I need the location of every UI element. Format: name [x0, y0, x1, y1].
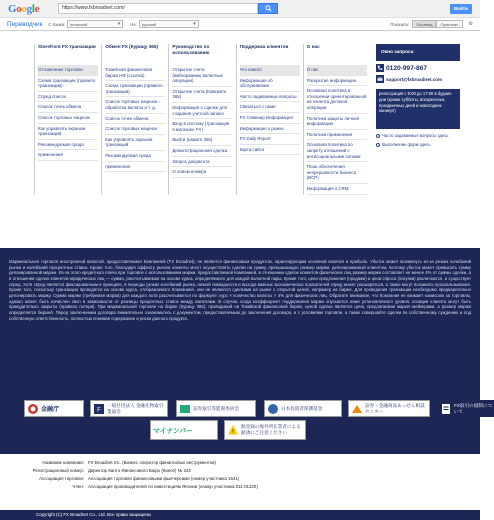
translation-button[interactable]: Перевод [412, 20, 436, 28]
mynumber-badge[interactable] [150, 420, 218, 440]
nav-link[interactable]: Список торговых наценок [105, 124, 165, 135]
mynumber-label: マイナンバー [153, 428, 193, 435]
email-row[interactable] [376, 75, 460, 83]
nav-link[interactable]: FX Семинар Информация [240, 113, 300, 124]
fsa-badge[interactable] [24, 400, 84, 417]
nav-link[interactable]: Информация о CRM [307, 184, 367, 195]
member-label: Член: [72, 484, 84, 489]
member-value: Ассоциация производителей по инвестициям Японии (номер участника 011-01220) [88, 484, 258, 489]
nav-column-heading[interactable]: Руководство по использованию [172, 44, 210, 55]
fsa-logo-icon [27, 403, 39, 415]
contact-panel [376, 44, 460, 147]
nav-link[interactable]: Политика применения [307, 130, 367, 141]
nav-link[interactable]: План обеспечения непрерывности бизнеса (BCP) [307, 162, 367, 184]
finmac-logo-icon [351, 403, 363, 415]
company-name-value: FX Broadnet Inc. (Бизнес оператор финансовых инструментов) [88, 460, 217, 465]
nav-link[interactable]: Карта сайта [240, 145, 300, 156]
signin-button[interactable]: Войти [450, 4, 472, 14]
nav-link[interactable]: Как управлять экраном транзакций [105, 135, 165, 151]
investor-fund-icon [267, 403, 279, 415]
form-link[interactable] [376, 142, 460, 147]
risk-disclosure-section [0, 248, 492, 454]
translator-title[interactable]: Переводчик [7, 20, 43, 28]
registration-label: Регистрационный номер: [32, 468, 84, 473]
nav-link[interactable]: Вход в систему (транзакция в магазине FX) [172, 119, 232, 135]
contact-heading: Окно запроса [376, 44, 460, 61]
show-label: Показать: [390, 21, 410, 27]
nav-link[interactable]: Список точек обмена [105, 114, 165, 125]
source-language-select[interactable]: японский ▾ [67, 20, 123, 28]
google-logo[interactable]: Google [8, 2, 40, 15]
nav-link[interactable]: Основная политика по запрету отношений с антисоциальными силами [307, 140, 367, 162]
nav-link[interactable]: Список торговых наценок [38, 113, 98, 124]
nav-link[interactable]: применения [105, 162, 165, 173]
view-toggle [390, 20, 473, 28]
nav-column [236, 44, 300, 195]
target-language-select[interactable]: русский ▾ [139, 20, 199, 28]
company-footer [0, 454, 480, 520]
nav-link[interactable]: Политика защиты личной информации [307, 114, 367, 130]
bullet-icon [376, 143, 380, 147]
search-button[interactable] [258, 3, 278, 14]
faq-link-label[interactable]: Часто задаваемые вопросы здесь [382, 133, 449, 138]
nav-column-heading[interactable]: Поддержка клиентов [239, 44, 289, 49]
nav-link[interactable]: Схема транзакции (правило транзакции) [38, 76, 98, 92]
from-label: С языка: [48, 21, 66, 27]
nav-link[interactable]: Токийская финансовая биржа НФ (ссылка) [105, 65, 165, 81]
search-icon [265, 5, 272, 12]
translator-bar [0, 18, 480, 31]
investor-protection-badge[interactable] [264, 400, 342, 417]
nav-link[interactable]: Связаться с нами [240, 102, 300, 113]
gear-icon[interactable]: ⚙ [468, 21, 473, 27]
bullet-icon [376, 134, 380, 138]
to-label: На: [130, 21, 137, 27]
nav-link[interactable]: Демонстрационная сделка [172, 146, 232, 157]
nav-link[interactable]: Основная политика в отношении ориентированной на клиента деловой операции [307, 86, 367, 113]
risk-disclosure-text: Маржинальная торговля иностранной валютой, предоставляемая Компанией (FX Broadnet), не является финансовым продуктом, гарантирующим основной капитал и прибыль. Убыток может возникнуть из-за резких колебаний рынка и колебаний процентных ставок. Кроме того, благодаря эффекту рычага клиенты могут осуществлять сделки на сумму, превышающую размер маржи, депонированный клиентом, поэтому убыток может превысить сумму депонированной маржи. Из-за этого кредитного плеча при торговле с использованием маржи, предоставляемой Компанией, в отношении сделок клиентов-физических лиц размер маржи составляет не менее 4% от суммы сделки, а в отношении сделок клиентов-юридических лиц — сумма, рассчитываемая на основе курса, определяемого для каждой валютной пары. Кроме того, цена предложения (продажи) и цена спроса (покупки) различаются, и существует спред. Хотя спред является фиксированным в принципе, в периоды резких колебаний рынка, низкой ликвидности и выхода важных экономических показателей спред может расширяться, а также могут возникать проскальзывания. Кроме того, поскольку транзакции проводятся на основе курса, отображаемого Компанией, они не являются сделками на рынке с открытой ценой, например на бирже. Для проведения транзакции необходимо предварительно депонировать маржу. Сумма маржи (требуемая маржа) для каждого лота рассчитывается по формуле: курс × количество валюты × 4% для физических лиц. Обратите внимание, что Компания не взимает комиссию за торговлю, однако может быть начислен своп в зависимости от разницы процентных ставок между валютами. В случае, когда коэффициент поддержания маржи опускается ниже установленного уровня, позиции клиента могут быть принудительно закрыты (правило потери). При маржинальной торговле на бирже (Курицу 365), проводимой на Токийской финансовой бирже, ценой сделки является цена, предлагаемая маркет-мейкерами, а размер маржи определяется биржей. Перед заключением договора внимательно ознакомьтесь с документом, предоставляемым до заключения договора, и с условиями торговли, а также совершайте сделки по собственному суждению и под собственную ответственность, полностью понимая содержание и риски данного продукта. [9, 259, 471, 321]
nav-link[interactable]: Запрос документа [172, 157, 232, 168]
nav-link[interactable]: Схема транзакции (правило транзакции) [105, 81, 165, 97]
finmac-badge-label: 証券・金融商品あっせん相談センター [365, 402, 425, 414]
registration-value: Директор Канто Финансового Бюро (Кинсё) № 244 [88, 468, 191, 473]
site-navigation [34, 44, 380, 195]
unregistered-warning-label: 無登録の海外所在業者による勧誘にご注意ください [241, 424, 301, 435]
nav-link[interactable]: Список точек обмена [38, 102, 98, 113]
nav-link[interactable]: Список торговых наценок - обработка валюты и т. д. [105, 97, 165, 113]
google-toolbar [0, 0, 480, 18]
nav-link[interactable]: Как управлять экраном транзакций [38, 124, 98, 140]
fx-regulation-badge[interactable] [438, 400, 494, 417]
nav-column [101, 44, 165, 195]
nav-link[interactable]: Раскрытие информации [307, 76, 367, 87]
nav-link[interactable]: Что нового [240, 65, 300, 76]
nav-link[interactable]: Рекомендуемая среда [105, 151, 165, 162]
fx-regulation-label: FX取引の規制について [454, 402, 492, 414]
nav-column-heading[interactable]: Storefront FX транзакции [38, 44, 96, 49]
nav-link[interactable]: Информация об обслуживании [240, 76, 300, 92]
nav-link[interactable]: Спред список [38, 92, 98, 103]
nav-link[interactable]: О нас [307, 65, 367, 76]
url-input[interactable]: https://www.fxbroadnet.com/ [58, 3, 258, 14]
nav-link[interactable]: Рекомендуемая среда [38, 140, 98, 151]
nav-link[interactable]: Открытие счета (вмбзорванию валютные операции) [172, 65, 232, 87]
ffaj-logo-icon [93, 403, 105, 415]
form-link-label[interactable]: Выполнение форм здесь [382, 142, 431, 147]
faq-link[interactable] [376, 133, 460, 138]
nav-column [168, 44, 232, 195]
nav-column [34, 44, 98, 195]
phone-row[interactable] [376, 64, 460, 72]
sesc-logo-icon [179, 403, 191, 415]
company-name-label: Название компании: [42, 460, 84, 465]
nav-link[interactable]: О новом номера [172, 167, 232, 178]
nav-link[interactable]: Часто задаваемые вопросы [240, 92, 300, 103]
nav-link[interactable]: Открытие счета (Кажиките 365) [172, 87, 232, 103]
email-address[interactable]: support@fxbroadnet.com [386, 76, 443, 82]
svg-text:F: F [97, 407, 101, 413]
sesc-badge[interactable] [176, 400, 256, 417]
phone-icon [376, 64, 384, 72]
association-value: Ассоциация торговли финансовыми фьючерсами (номер участника 1541) [88, 476, 240, 481]
copyright: Copyright (C) FX Broadnet Co., Ltd. Все права защищены [0, 510, 480, 520]
nav-link[interactable]: FX Daily Report [240, 134, 300, 145]
reception-hours: регистрация с 9:00 до 17:00 в будние дни (кроме субботы, воскресенья, праздничных дней и новогодних каникул) [376, 89, 460, 129]
nav-link[interactable]: применения [38, 150, 98, 161]
ffaj-badge[interactable] [90, 400, 168, 417]
nav-link[interactable]: Информация о сделке для создания учетной записи [172, 103, 232, 119]
sesc-badge-label: 証券取引等監視委員会 [193, 405, 239, 411]
finmac-badge[interactable] [348, 400, 430, 417]
regulator-badges [24, 400, 492, 450]
regulation-icon [440, 403, 452, 415]
ffaj-badge-label: 一般社団法人 金融先物取引業協会 [107, 402, 164, 414]
original-button[interactable]: Оригинал [436, 20, 462, 28]
mail-icon [376, 75, 384, 83]
nav-column [303, 44, 367, 195]
svg-text:!: ! [232, 429, 234, 436]
unregistered-warning-badge[interactable] [224, 420, 306, 440]
phone-number[interactable]: 0120-997-867 [386, 64, 428, 72]
nav-link[interactable]: Информация о рынке [240, 124, 300, 135]
association-label: Ассоциация торговли: [38, 476, 84, 481]
nav-link[interactable]: Отложенние торговли [38, 65, 98, 76]
investor-protection-label: 日本投資者保護基金 [281, 405, 323, 411]
nav-link[interactable]: Выйти (кажите 365) [172, 135, 232, 146]
nav-column-heading[interactable]: О нас [306, 44, 320, 49]
fsa-badge-label: 金融庁 [41, 407, 60, 413]
warning-icon [227, 424, 239, 436]
nav-column-heading[interactable]: Обмен FX (Курицу 365) [105, 44, 159, 49]
